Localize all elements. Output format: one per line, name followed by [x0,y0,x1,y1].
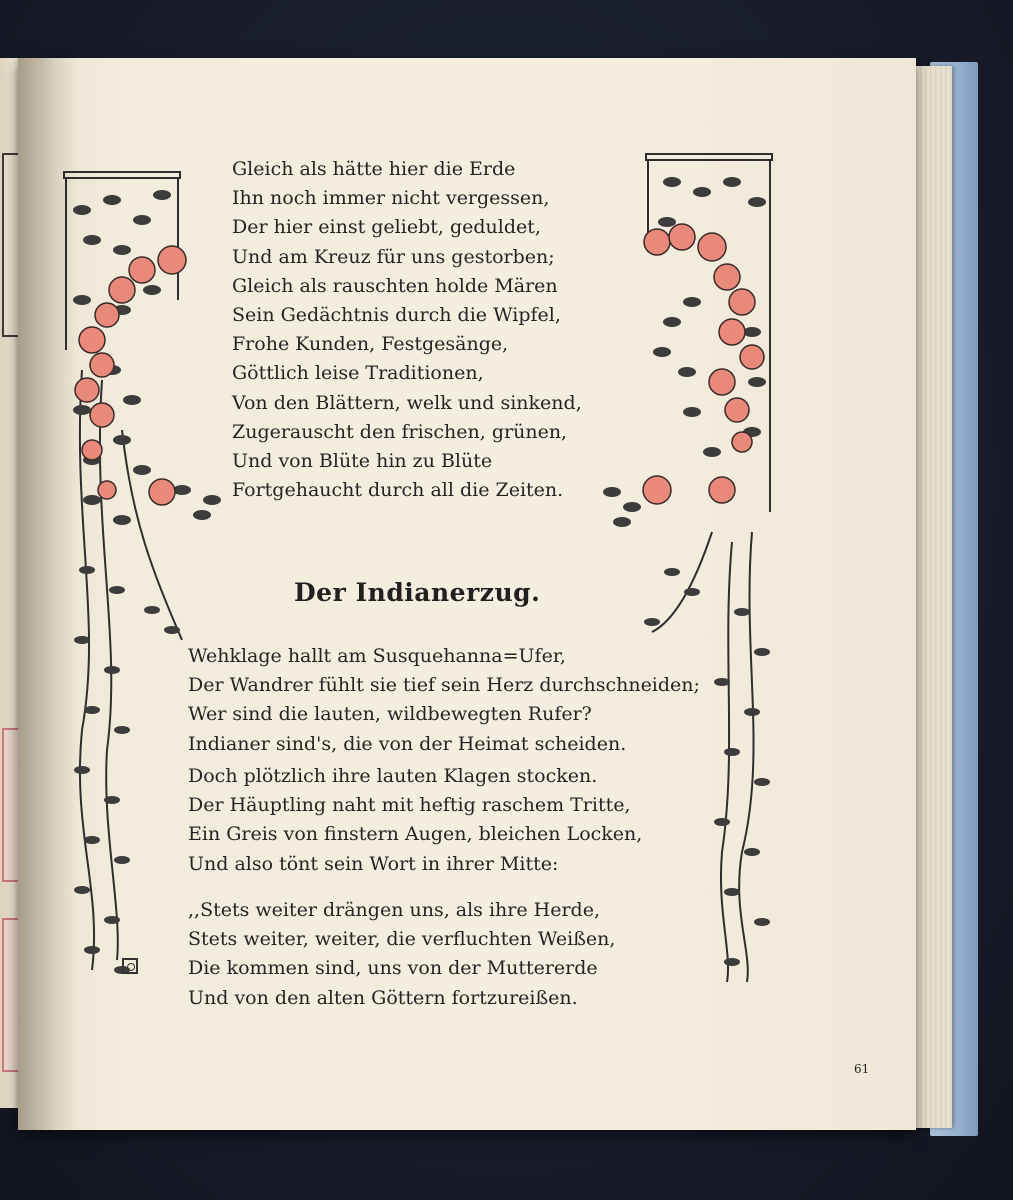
verse-line: Und von Blüte hin zu Blüte [232,450,493,473]
page-number: 61 [854,1062,870,1076]
verse-line: Die kommen sind, uns von der Muttererde [188,957,598,980]
verse-line: Fortgehaucht durch all die Zeiten. [232,479,564,502]
verse-line: Frohe Kunden, Festgesänge, [232,333,509,356]
stanza-3 [188,762,642,879]
stanza-1 [232,155,582,505]
stanza-2 [188,642,700,759]
stanza-4 [188,896,615,1013]
verse-line: Und am Kreuz für uns gestorben; [232,245,555,268]
verse-line: Göttlich leise Traditionen, [232,362,484,385]
roses [643,224,764,504]
verse-line: Stets weiter, weiter, die verfluchten Weißen, [188,928,616,951]
verse-line: Doch plötzlich ihre lauten Klagen stocken. [188,765,598,787]
verse-line: Indianer sind's, die von der Heimat scheiden. [188,732,627,755]
verse-line: Und von den alten Göttern fortzureißen. [188,986,578,1009]
page-edges [912,66,952,1128]
verse-line: Zugerauscht den frischen, grünen, [232,420,568,443]
poem-title: Der Indianerzug. [294,578,541,607]
verse-line: Von den Blättern, welk und sinkend, [232,391,582,414]
verse-line: Gleich als rauschten holde Mären [232,274,558,297]
verse-line: Wer sind die lauten, wildbewegten Rufer? [188,703,592,726]
verse-line: Gleich als hätte hier die Erde [232,158,516,180]
roses [75,246,186,505]
verse-line: Der Häuptling naht mit heftig raschem Tritte, [188,794,631,817]
verse-line: Sein Gedächtnis durch die Wipfel, [232,304,561,327]
artist-monogram [122,958,138,974]
verse-line: ,,Stets weiter drängen uns, als ihre Herde, [188,899,600,921]
verse-line: Wehklage hallt am Susquehanna=Ufer, [188,645,566,667]
verse-line: Der hier einst geliebt, geduldet, [232,216,541,239]
verse-line: Der Wandrer fühlt sie tief sein Herz durchschneiden; [188,674,700,697]
verse-line: Ihn noch immer nicht vergessen, [232,187,550,210]
verse-line: Und also tönt sein Wort in ihrer Mitte: [188,852,559,875]
verse-line: Ein Greis von finstern Augen, bleichen Locken, [188,823,643,846]
